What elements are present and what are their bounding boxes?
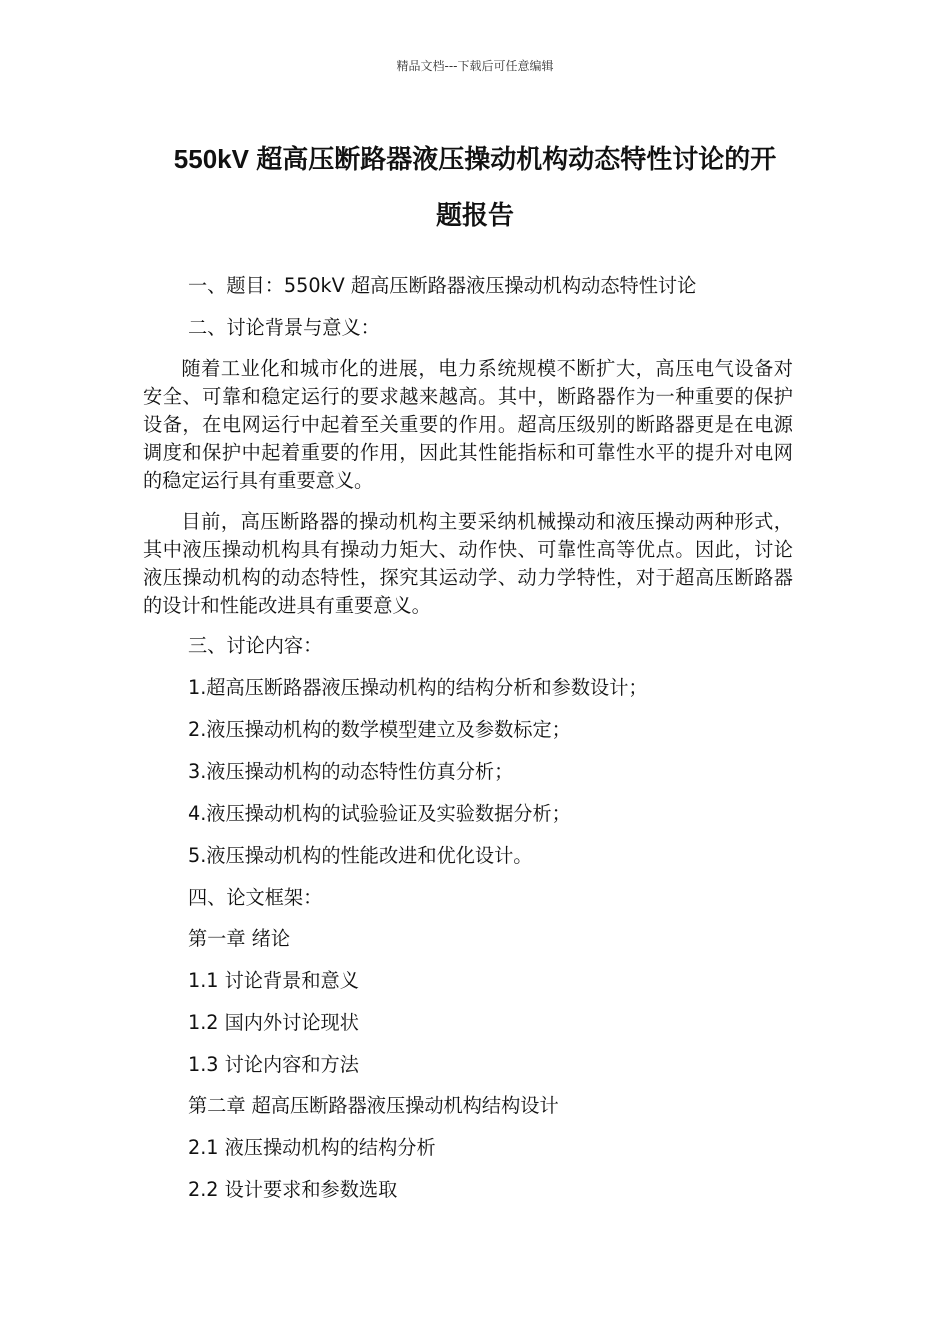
- content-item-2: 2.液压操动机构的数学模型建立及参数标定；: [188, 718, 571, 741]
- topic-line: 一、题目：550kV 超高压断路器液压操动机构动态特性讨论: [188, 274, 697, 297]
- framework-section-2-2: 2.2 设计要求和参数选取: [188, 1178, 398, 1201]
- header-note: 精品文档---下载后可任意编辑: [396, 59, 554, 73]
- content-heading: 三、讨论内容：: [188, 634, 323, 657]
- content-item-3: 3.液压操动机构的动态特性仿真分析；: [188, 760, 514, 783]
- framework-section-1-3: 1.3 讨论内容和方法: [188, 1053, 359, 1076]
- content-item-1: 1.超高压断路器液压操动机构的结构分析和参数设计；: [188, 676, 648, 699]
- background-heading: 二、讨论背景与意义：: [188, 316, 380, 339]
- framework-chapter-1: 第一章 绪论: [188, 927, 291, 950]
- framework-section-2-1: 2.1 液压操动机构的结构分析: [188, 1136, 436, 1159]
- framework-chapter-2: 第二章 超高压断路器液压操动机构结构设计: [188, 1094, 559, 1117]
- framework-heading: 四、论文框架：: [188, 886, 323, 909]
- document-title-line-1: 550kV 超高压断路器液压操动机构动态特性讨论的开: [173, 144, 777, 174]
- content-item-5: 5.液压操动机构的性能改进和优化设计。: [188, 844, 533, 867]
- background-paragraph-2: 目前，高压断路器的操动机构主要采纳机械操动和液压操动两种形式，其中液压操动机构具有操动力矩大、动作快、可靠性高等优点。因此，讨论液压操动机构的动态特性，探究其运动学、动力学特性，对于超高压断路器的设计和性能改进具有重要意义。: [143, 510, 793, 617]
- background-paragraph-1: 随着工业化和城市化的进展，电力系统规模不断扩大，高压电气设备对安全、可靠和稳定运行的要求越来越高。其中，断路器作为一种重要的保护设备，在电网运行中起着至关重要的作用。超高压级别的断路器更是在电源调度和保护中起着重要的作用，因此其性能指标和可靠性水平的提升对电网的稳定运行具有重要意义。: [143, 357, 793, 492]
- framework-section-1-1: 1.1 讨论背景和意义: [188, 969, 359, 992]
- framework-section-1-2: 1.2 国内外讨论现状: [188, 1011, 359, 1034]
- content-item-4: 4.液压操动机构的试验验证及实验数据分析；: [188, 802, 571, 825]
- document-title-line-2: 题报告: [435, 200, 514, 230]
